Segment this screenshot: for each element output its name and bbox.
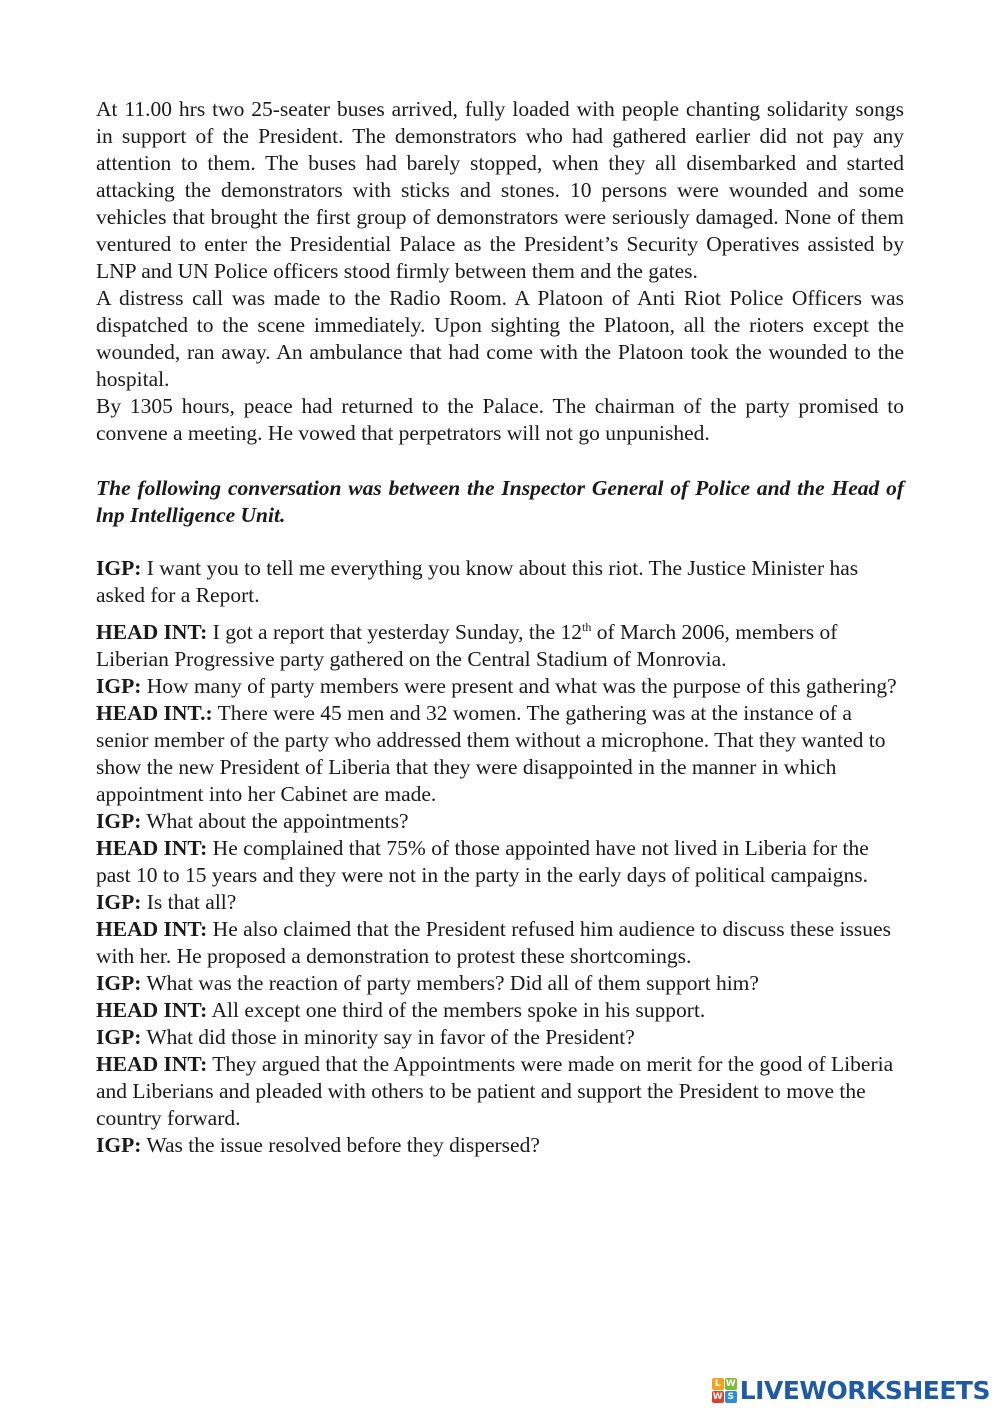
speaker-label: IGP:: [96, 1133, 142, 1157]
dialogue-line: [96, 700, 904, 808]
document-page: [96, 96, 904, 1159]
dialogue-text: There were 45 men and 32 women. The gathering was at the instance of a senior member of the party who addressed them without a microphone. That they wanted to show the new President of Liberia that they were disappointed in the manner in which appointment into her Cabinet are made.: [96, 701, 886, 806]
speaker-label: IGP:: [96, 1025, 142, 1049]
logo-badge-letter: L: [712, 1378, 724, 1390]
dialogue-text: Is that all?: [141, 890, 237, 914]
dialogue-text: He also claimed that the President refused him audience to discuss these issues with her. He proposed a demonstration to protest these shortcomings.: [96, 917, 891, 968]
speaker-label: IGP:: [96, 890, 142, 914]
dialogue-line: [96, 1051, 904, 1132]
speaker-label: IGP:: [96, 809, 142, 833]
watermark-text: LIVEWORKSHEETS: [739, 1375, 990, 1405]
dialogue-line: [96, 916, 904, 970]
dialogue-text: of March 2006, members of Liberian Progressive party gathered on the Central Stadium of Monrovia.: [96, 620, 838, 671]
dialogue-line: [96, 997, 904, 1024]
dialogue-line: [96, 619, 904, 673]
narrative-paragraph-3: By 1305 hours, peace had returned to the Palace. The chairman of the party promised to convene a meeting. He vowed that perpetrators will not go unpunished.: [96, 394, 904, 445]
speaker-label: HEAD INT:: [96, 1052, 208, 1076]
dialogue-text: What was the reaction of party members? Did all of them support him?: [141, 971, 759, 995]
speaker-label: IGP:: [96, 971, 142, 995]
narrative-paragraph-1: At 11.00 hrs two 25-seater buses arrived, fully loaded with people chanting solidarity songs in support of the President. The demonstrators who had gathered earlier did not pay any attention to them. The buses had barely stopped, when they all disembarked and started attacking the demonstrators with sticks and stones. 10 persons were wounded and some vehicles that brought the first group of demonstrators were seriously damaged. None of them ventured to enter the Presidential Palace as the President’s Security Operatives assisted by LNP and UN Police officers stood firmly between them and the gates.: [96, 97, 904, 283]
speaker-label: HEAD INT:: [96, 836, 208, 860]
liveworksheets-logo-icon: [712, 1378, 737, 1403]
dialogue-text: Was the issue resolved before they dispersed?: [141, 1133, 540, 1157]
speaker-label: HEAD INT:: [96, 917, 208, 941]
conversation-heading: The following conversation was between the Inspector General of Police and the Head of lnp Intelligence Unit.: [96, 476, 904, 527]
dialogue-text: All except one third of the members spoke in his support.: [207, 998, 706, 1022]
dialogue-line: [96, 808, 904, 835]
dialogue-line: [96, 889, 904, 916]
dialogue-text: They argued that the Appointments were made on merit for the good of Liberia and Liberians and pleaded with others to be patient and support the President to move the country forward.: [96, 1052, 894, 1130]
logo-badge-letter: S: [725, 1391, 737, 1403]
speaker-label: HEAD INT:: [96, 620, 208, 644]
dialogue-line: [96, 555, 904, 609]
speaker-label: HEAD INT:: [96, 998, 208, 1022]
speaker-label: IGP:: [96, 556, 142, 580]
dialogue-text: I got a report that yesterday Sunday, the 12: [207, 620, 583, 644]
dialogue-line: [96, 673, 904, 700]
narrative-paragraph-2: A distress call was made to the Radio Room. A Platoon of Anti Riot Police Officers was dispatched to the scene immediately. Upon sighting the Platoon, all the rioters except the wounded, ran away. An ambulance that had come with the Platoon took the wounded to the hospital.: [96, 286, 904, 391]
dialogue-text: How many of party members were present and what was the purpose of this gathering?: [141, 674, 897, 698]
liveworksheets-watermark: [712, 1375, 990, 1405]
logo-badge-letter: W: [725, 1378, 736, 1389]
dialogue-text: What did those in minority say in favor of the President?: [141, 1025, 635, 1049]
logo-badge-letter: W: [712, 1391, 723, 1402]
dialogue-text: He complained that 75% of those appointed have not lived in Liberia for the past 10 to 15 years and they were not in the party in the early days of political campaigns.: [96, 836, 869, 887]
dialogue-line: [96, 1024, 904, 1051]
speaker-label: HEAD INT.:: [96, 701, 213, 725]
dialogue-line: [96, 1132, 904, 1159]
dialogue-text: I want you to tell me everything you know about this riot. The Justice Minister has asked for a Report.: [96, 556, 859, 607]
ordinal-suffix: th: [582, 619, 592, 634]
speaker-label: IGP:: [96, 674, 142, 698]
dialogue-text: What about the appointments?: [141, 809, 409, 833]
dialogue-line: [96, 835, 904, 889]
dialogue: [96, 555, 904, 1159]
dialogue-line: [96, 970, 904, 997]
